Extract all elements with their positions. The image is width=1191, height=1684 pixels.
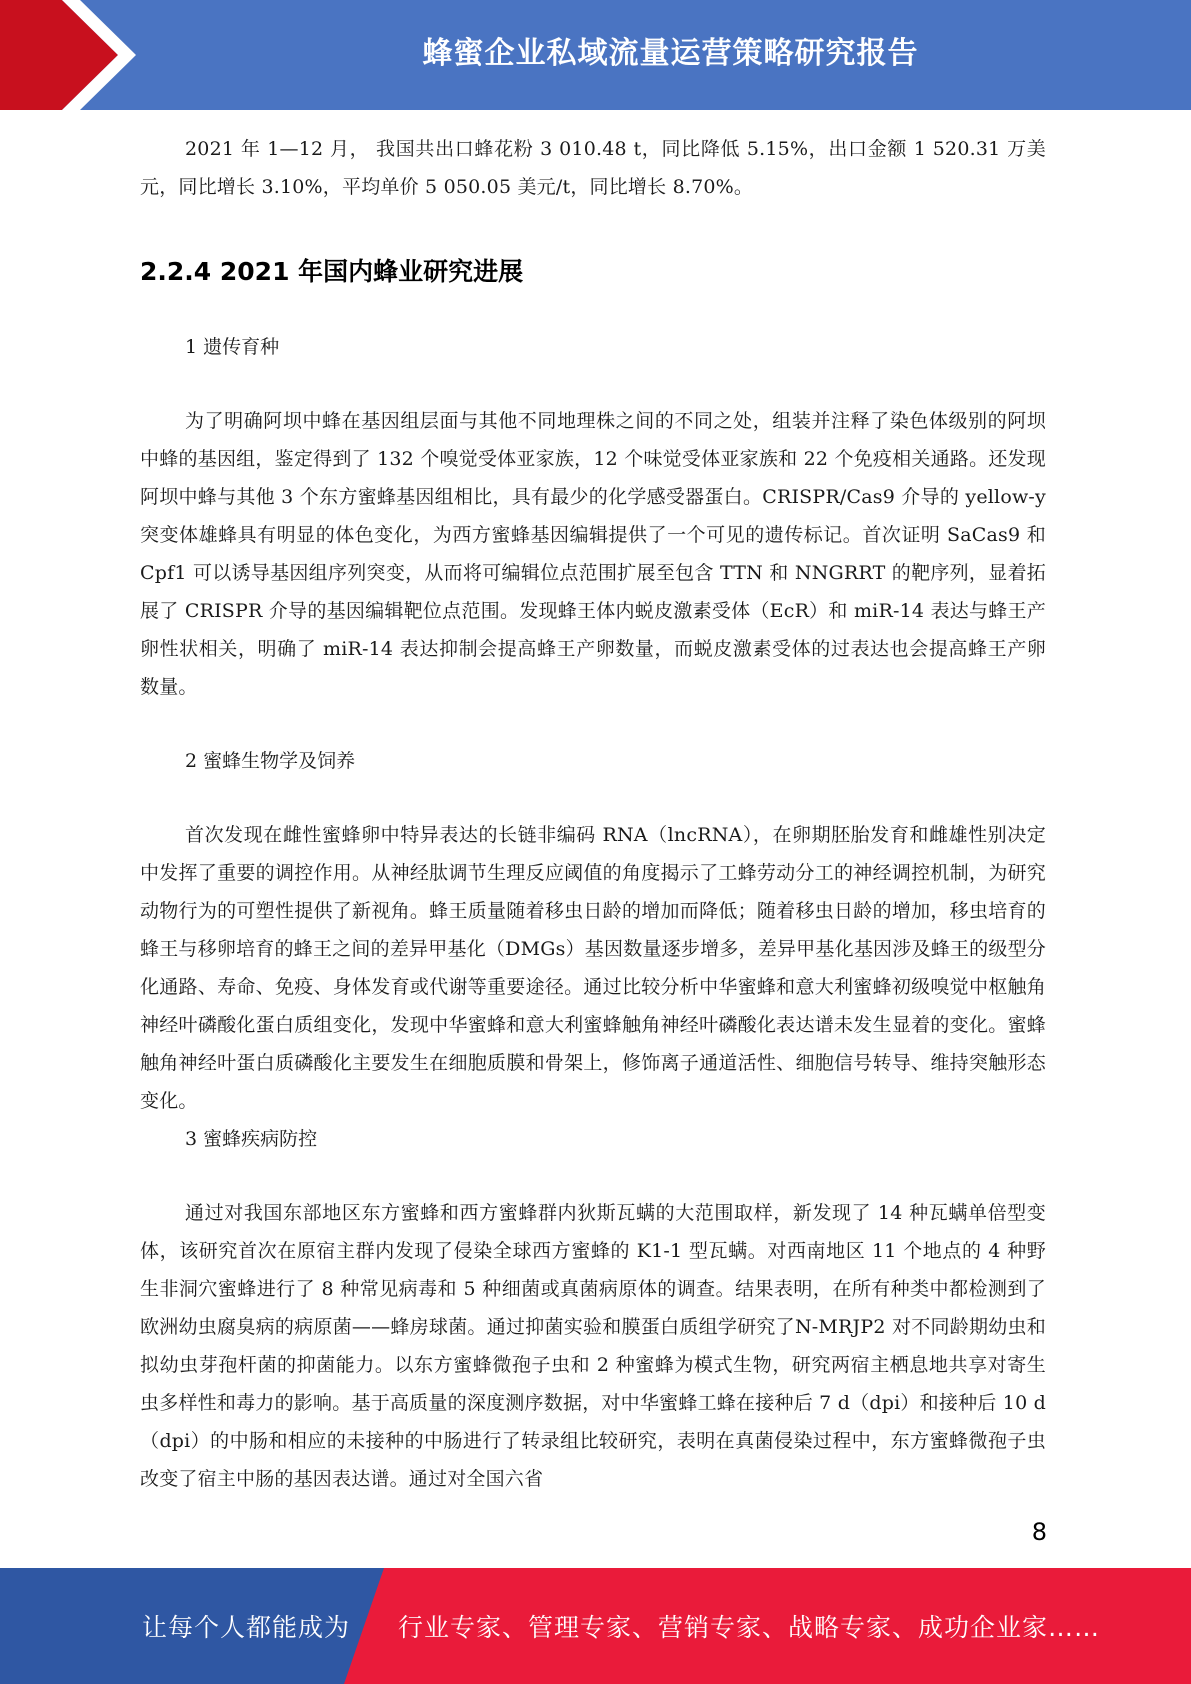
- header-arrow-decoration: [0, 0, 150, 110]
- header-title: 蜂蜜企业私域流量运营策略研究报告: [422, 36, 919, 71]
- page-footer: [0, 1568, 1191, 1684]
- intro-paragraph: 2021 年 1—12 月， 我国共出口蜂花粉 3 010.48 t，同比降低 5.15%，出口金额 1 520.31 万美元，同比增长 3.10%，平均单价 5 050.05 美元/t，同比增长 8.70%。: [140, 138, 1046, 198]
- page-header: [0, 0, 1191, 110]
- footer-slogan-left: 让每个人都能成为: [142, 1613, 351, 1642]
- main-content: [140, 130, 1046, 1498]
- page-number: 8: [1031, 1518, 1047, 1546]
- footer-slogan-right: 行业专家、管理专家、营销专家、战略专家、成功企业家……: [398, 1613, 1101, 1642]
- subheading-disease-control: 3 蜜蜂疾病防控: [185, 1128, 318, 1150]
- subheading-genetics: 1 遗传育种: [185, 336, 280, 358]
- section-heading: 2.2.4 2021 年国内蜂业研究进展: [140, 257, 524, 286]
- paragraph-genetics: 为了明确阿坝中蜂在基因组层面与其他不同地理株之间的不同之处，组装并注释了染色体级别的阿坝中蜂的基因组，鉴定得到了 132 个嗅觉受体亚家族，12 个味觉受体亚家族和 22 个免疫相关通路。还发现阿坝中蜂与其他 3 个东方蜜蜂基因组相比，具有最少的化学感受器蛋白。CRISPR/Cas9 介导的 yellow-y 突变体雄蜂具有明显的体色变化，为西方蜜蜂基因编辑提供了一个可见的遗传标记。首次证明 SaCas9 和 Cpf1 可以诱导基因组序列突变，从而将可编辑位点范围扩展至包含 TTN 和 NNGRRT 的靶序列，显着拓展了 CRISPR 介导的基因编辑靶位点范围。发现蜂王体内蜕皮激素受体（EcR）和 miR-14 表达与蜂王产卵性状相关，明确了 miR-14 表达抑制会提高蜂王产卵数量，而蜕皮激素受体的过表达也会提高蜂王产卵数量。: [140, 410, 1046, 698]
- paragraph-biology: 首次发现在雌性蜜蜂卵中特异表达的长链非编码 RNA（lncRNA），在卵期胚胎发育和雌雄性别决定中发挥了重要的调控作用。从神经肽调节生理反应阈值的角度揭示了工蜂劳动分工的神经调控机制，为研究动物行为的可塑性提供了新视角。蜂王质量随着移虫日龄的增加而降低；随着移虫日龄的增加，移虫培育的蜂王与移卵培育的蜂王之间的差异甲基化（DMGs）基因数量逐步增多，差异甲基化基因涉及蜂王的级型分化通路、寿命、免疫、身体发育或代谢等重要途径。通过比较分析中华蜜蜂和意大利蜜蜂初级嗅觉中枢触角神经叶磷酸化蛋白质组变化，发现中华蜜蜂和意大利蜜蜂触角神经叶磷酸化表达谱未发生显着的变化。蜜蜂触角神经叶蛋白质磷酸化主要发生在细胞质膜和骨架上，修饰离子通道活性、细胞信号转导、维持突触形态变化。: [140, 824, 1046, 1112]
- paragraph-disease-control: 通过对我国东部地区东方蜜蜂和西方蜜蜂群内狄斯瓦螨的大范围取样，新发现了 14 种瓦螨单倍型变体，该研究首次在原宿主群内发现了侵染全球西方蜜蜂的 K1-1 型瓦螨。对西南地区 11 个地点的 4 种野生非洞穴蜜蜂进行了 8 种常见病毒和 5 种细菌或真菌病原体的调查。结果表明，在所有种类中都检测到了欧洲幼虫腐臭病的病原菌——蜂房球菌。通过抑菌实验和膜蛋白质组学研究了N-MRJP2 对不同龄期幼虫和拟幼虫芽孢杆菌的抑菌能力。以东方蜜蜂微孢子虫和 2 种蜜蜂为模式生物，研究两宿主栖息地共享对寄生虫多样性和毒力的影响。基于高质量的深度测序数据，对中华蜜蜂工蜂在接种后 7 d（dpi）和接种后 10 d（dpi）的中肠和相应的未接种的中肠进行了转录组比较研究，表明在真菌侵染过程中，东方蜜蜂微孢子虫改变了宿主中肠的基因表达谱。通过对全国六省: [140, 1202, 1046, 1490]
- subheading-biology: 2 蜜蜂生物学及饲养: [185, 750, 356, 772]
